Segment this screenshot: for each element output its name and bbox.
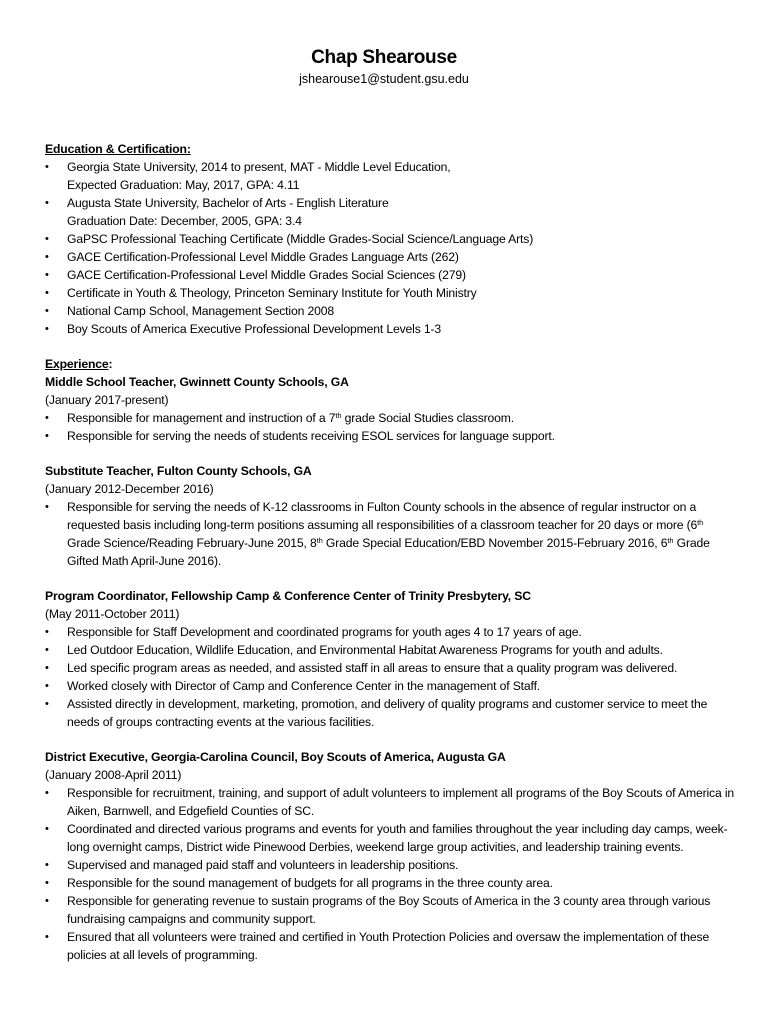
bullet-text-run: Grade Science/Reading February-June 2015, 8 xyxy=(67,536,317,550)
bullet-text-run: Responsible for serving the needs of K-12 classrooms in Fulton County schools in the absence of regular instructor on a requested basis including long-term positions assuming all responsibilities of a classroom teacher for 20 days or more (6 xyxy=(67,500,698,532)
bullet-text xyxy=(67,429,555,443)
bullet-text-run: Ensured that all volunteers were trained and certified in Youth Protection Policies and oversaw the implementation of these policies at all levels of programming. xyxy=(67,930,710,962)
education-subline: Expected Graduation: May, 2017, GPA: 4.11 xyxy=(67,178,300,192)
education-line: GACE Certification-Professional Level Middle Grades Language Arts (262) xyxy=(67,250,459,264)
bullet-text xyxy=(67,679,540,693)
resume-body xyxy=(45,140,735,964)
education-list xyxy=(45,158,735,338)
bullet-text-run: Worked closely with Director of Camp and Conference Center in the management of Staff. xyxy=(67,679,541,693)
bullet-item xyxy=(45,409,735,427)
bullet-item xyxy=(45,928,735,964)
education-line: National Camp School, Management Section 2008 xyxy=(67,304,334,318)
bullet-text xyxy=(67,894,710,926)
bullet-text xyxy=(67,500,710,568)
bullet-icon: • xyxy=(45,269,49,281)
education-line: Boy Scouts of America Executive Professional Development Levels 1-3 xyxy=(67,322,442,336)
ordinal-suffix: th xyxy=(697,518,704,527)
bullet-icon: • xyxy=(45,698,49,710)
job-entry xyxy=(45,373,735,445)
job-title: Program Coordinator, Fellowship Camp & Conference Center of Trinity Presbytery, SC xyxy=(45,589,531,603)
bullet-text-run: Assisted directly in development, marketing, promotion, and delivery of quality programs and customer service to meet the needs of groups contracting events at the various facilities. xyxy=(67,697,708,729)
experience-heading-text: Experience xyxy=(45,357,109,371)
bullet-text xyxy=(67,858,458,872)
education-heading: Education & Certification: xyxy=(45,142,191,156)
job-dates: (January 2012-December 2016) xyxy=(45,482,214,496)
bullet-text xyxy=(67,822,728,854)
bullet-item xyxy=(45,248,735,266)
bullet-item xyxy=(45,427,735,445)
bullet-text xyxy=(67,786,734,818)
bullet-item xyxy=(45,266,735,284)
job-dates: (May 2011-October 2011) xyxy=(45,607,180,621)
bullet-text-run: Grade Gifted Math April-June 2016). xyxy=(67,536,710,568)
ordinal-suffix: th xyxy=(316,536,323,545)
bullet-item xyxy=(45,194,735,230)
bullet-icon: • xyxy=(45,305,49,317)
bullet-icon: • xyxy=(45,644,49,656)
job-spacer xyxy=(45,445,735,462)
education-line: Georgia State University, 2014 to present, MAT - Middle Level Education, xyxy=(67,160,451,174)
job-title: Middle School Teacher, Gwinnett County Schools, GA xyxy=(45,375,349,389)
bullet-icon: • xyxy=(45,662,49,674)
bullet-icon: • xyxy=(45,877,49,889)
bullet-icon: • xyxy=(45,323,49,335)
bullet-item xyxy=(45,158,735,194)
bullet-item xyxy=(45,302,735,320)
job-bullets xyxy=(45,623,735,731)
education-line: Augusta State University, Bachelor of Arts - English Literature xyxy=(67,196,389,210)
education-line: GACE Certification-Professional Level Middle Grades Social Sciences (279) xyxy=(67,268,466,282)
bullet-text-run: Responsible for recruitment, training, and support of adult volunteers to implement all programs of the Boy Scouts of America in Aiken, Barnwell, and Edgefield Counties of SC. xyxy=(67,786,735,818)
bullet-icon: • xyxy=(45,412,49,424)
bullet-icon: • xyxy=(45,501,49,513)
bullet-text-run: Supervised and managed paid staff and volunteers in leadership positions. xyxy=(67,858,459,872)
bullet-item xyxy=(45,784,735,820)
bullet-icon: • xyxy=(45,161,49,173)
bullet-item xyxy=(45,874,735,892)
bullet-icon: • xyxy=(45,895,49,907)
bullet-icon: • xyxy=(45,823,49,835)
candidate-name: Chap Shearouse xyxy=(311,47,457,68)
ordinal-suffix: th xyxy=(335,411,342,420)
bullet-text-run: Led Outdoor Education, Wildlife Education, and Environmental Habitat Awareness Programs for youth and adults. xyxy=(67,643,663,657)
experience-heading-colon: : xyxy=(108,357,113,371)
bullet-icon: • xyxy=(45,251,49,263)
ordinal-suffix: th xyxy=(667,536,674,545)
bullet-item xyxy=(45,856,735,874)
bullet-text-run: Responsible for Staff Development and coordinated programs for youth ages 4 to 17 years of age. xyxy=(67,625,582,639)
job-title: District Executive, Georgia-Carolina Council, Boy Scouts of America, Augusta GA xyxy=(45,750,506,764)
education-subline: Graduation Date: December, 2005, GPA: 3.4 xyxy=(67,214,302,228)
bullet-icon: • xyxy=(45,430,49,442)
bullet-item xyxy=(45,641,735,659)
bullet-text-run: Grade Special Education/EBD November 2015-February 2016, 6 xyxy=(322,536,668,550)
job-title: Substitute Teacher, Fulton County Schools, GA xyxy=(45,464,312,478)
bullet-item xyxy=(45,320,735,338)
bullet-text xyxy=(67,930,709,962)
bullet-text xyxy=(67,625,582,639)
bullet-icon: • xyxy=(45,680,49,692)
bullet-item xyxy=(45,498,735,570)
bullet-text xyxy=(67,876,553,890)
bullet-icon: • xyxy=(45,626,49,638)
bullet-icon: • xyxy=(45,233,49,245)
bullet-item xyxy=(45,284,735,302)
bullet-text-run: Responsible for management and instruction of a 7 xyxy=(67,411,336,425)
bullet-icon: • xyxy=(45,931,49,943)
job-dates: (January 2017-present) xyxy=(45,393,169,407)
bullet-text-run: Coordinated and directed various programs and events for youth and families throughout the year including day camps, week-long overnight camps, District wide Pinewood Derbies, weekend large group activities, and leadership training events. xyxy=(67,822,728,854)
bullet-item xyxy=(45,230,735,248)
bullet-item xyxy=(45,695,735,731)
bullet-icon: • xyxy=(45,197,49,209)
job-spacer xyxy=(45,570,735,587)
bullet-item xyxy=(45,623,735,641)
bullet-icon: • xyxy=(45,787,49,799)
job-entry xyxy=(45,587,735,731)
bullet-item xyxy=(45,677,735,695)
bullet-item xyxy=(45,820,735,856)
bullet-text xyxy=(67,643,663,657)
bullet-text xyxy=(67,411,514,425)
bullet-text xyxy=(67,697,707,729)
job-bullets xyxy=(45,498,735,570)
job-bullets xyxy=(45,409,735,445)
job-entry xyxy=(45,748,735,964)
education-line: GaPSC Professional Teaching Certificate (Middle Grades-Social Science/Language Arts) xyxy=(67,232,534,246)
bullet-icon: • xyxy=(45,287,49,299)
experience-list xyxy=(45,373,735,964)
bullet-text-run: Responsible for serving the needs of students receiving ESOL services for language support. xyxy=(67,429,555,443)
bullet-text-run: Led specific program areas as needed, and assisted staff in all areas to ensure that a quality program was delivered. xyxy=(67,661,678,675)
bullet-text xyxy=(67,661,677,675)
job-dates: (January 2008-April 2011) xyxy=(45,768,182,782)
bullet-item xyxy=(45,659,735,677)
candidate-email[interactable]: jshearouse1@student.gsu.edu xyxy=(299,72,469,86)
experience-heading xyxy=(45,355,735,373)
job-spacer xyxy=(45,731,735,748)
education-line: Certificate in Youth & Theology, Princeton Seminary Institute for Youth Ministry xyxy=(67,286,477,300)
job-bullets xyxy=(45,784,735,964)
job-entry xyxy=(45,462,735,570)
bullet-text-run: Responsible for the sound management of budgets for all programs in the three county area. xyxy=(67,876,553,890)
bullet-item xyxy=(45,892,735,928)
bullet-icon: • xyxy=(45,859,49,871)
bullet-text-run: Responsible for generating revenue to sustain programs of the Boy Scouts of America in the 3 county area through various fundraising campaigns and community support. xyxy=(67,894,711,926)
bullet-text-run: grade Social Studies classroom. xyxy=(341,411,515,425)
